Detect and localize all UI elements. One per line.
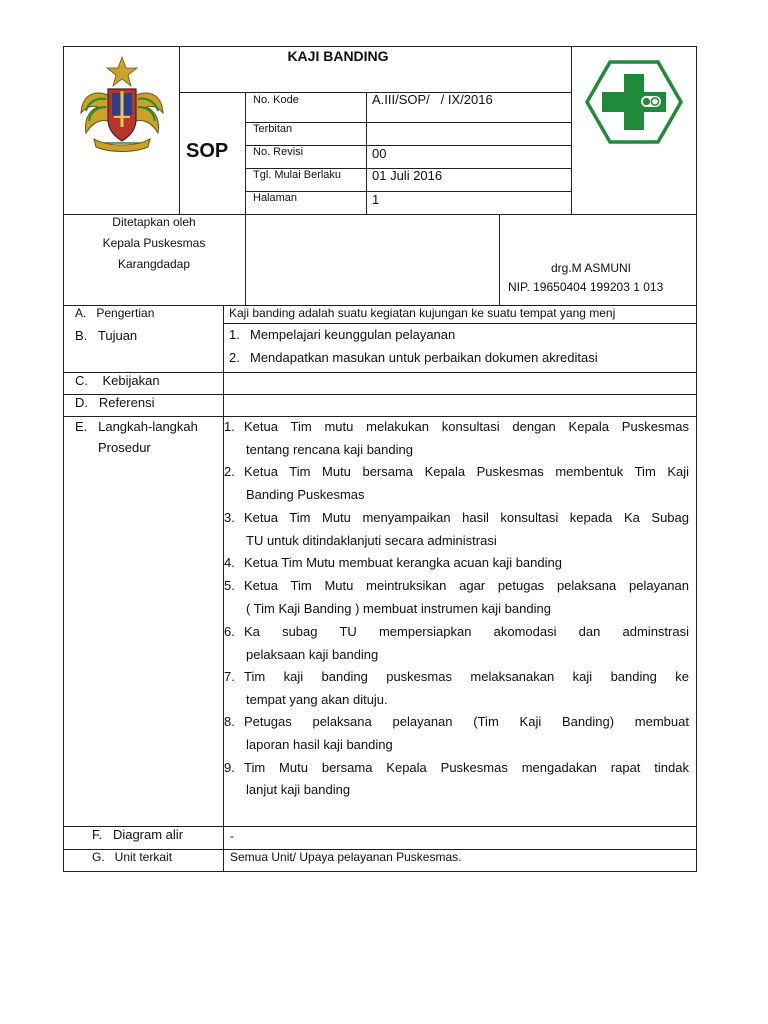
step-9-line1: Tim Mutu bersama Kepala Puskesmas mengadakan rapat tindak [244,760,689,775]
no-kode-label: No. Kode [253,94,299,106]
tgl-label: Tgl. Mulai Berlaku [253,169,342,181]
row-line-c [63,394,697,395]
step-7-line2: tempat yang akan dituju. [246,692,388,707]
ditetapkan-line1: Ditetapkan oleh [112,215,196,229]
section-a-label: A. Pengertian [75,306,155,320]
no-revisi-value: 00 [372,146,387,161]
sop-label: SOP [186,140,229,162]
tujuan-item-2-num: 2. [229,350,240,365]
step-7-num: 7. [224,669,235,684]
tujuan-item-1-text: Mempelajari keunggulan pelayanan [250,327,456,342]
step-9-line2: lanjut kaji banding [246,782,351,797]
step-7-line1: Tim kaji banding puskesmas melaksanakan kaji banding ke [244,669,689,684]
step-5-num: 5. [224,578,235,593]
step-4-num: 4. [224,555,235,570]
no-revisi-label: No. Revisi [253,146,304,158]
no-kode-value: A.III/SOP/ / IX/2016 [372,92,493,107]
section-g-text: Semua Unit/ Upaya pelayanan Puskesmas. [230,850,462,864]
halaman-value: 1 [372,192,380,207]
step-1-num: 1. [224,419,235,434]
regional-emblem-icon [78,55,166,155]
ditetapkan-line2: Kepala Puskesmas [102,236,206,250]
section-e-label-2: Prosedur [98,440,151,455]
border-bottom [63,871,697,872]
section-g-label: G. Unit terkait [92,850,173,864]
row-line-d [63,416,697,417]
terbitan-label: Terbitan [253,123,293,135]
step-5-line1: Ketua Tim Mutu meintruksikan agar petugas pelaksana pelayanan [244,578,689,593]
tujuan-item-1-num: 1. [229,327,240,342]
halaman-label: Halaman [253,192,298,204]
step-8-line2: laporan hasil kaji banding [246,737,393,752]
step-9-num: 9. [224,760,235,775]
tujuan-item-2-text: Mendapatkan masukan untuk perbaikan dokumen akreditasi [250,350,598,365]
sop-divider [245,92,246,305]
section-c-label: C. Kebijakan [75,373,160,388]
info-row-line-1 [245,122,571,123]
header-divider-logo [179,46,180,214]
step-1-line2: tentang rencana kaji banding [246,442,413,457]
signer-name: drg.M ASMUNI [551,261,632,275]
sign-divider [499,214,500,305]
info-col-divider [366,92,367,214]
step-8-line1: Petugas pelaksana pelayanan (Tim Kaji Banding) membuat [244,714,689,729]
step-2-line1: Ketua Tim Mutu bersama Kepala Puskesmas membentuk Tim Kaji [244,464,689,479]
step-1-line1: Ketua Tim mutu melakukan konsultasi dengan Kepala Puskesmas [244,419,689,434]
border-right [696,46,697,872]
puskesmas-cross-icon [585,60,683,144]
document-title: KAJI BANDING [287,48,389,64]
section-f-text: - [230,829,234,843]
section-e-label: E. Langkah-langkah [75,419,198,434]
step-4-line1: Ketua Tim Mutu membuat kerangka acuan kaji banding [244,555,562,570]
border-top [63,46,697,47]
section-b-label: B. Tujuan [75,328,138,343]
step-6-line1: Ka subag TU mempersiapkan akomodasi dan adminstrasi [244,624,689,639]
step-6-num: 6. [224,624,235,639]
step-2-num: 2. [224,464,235,479]
step-8-num: 8. [224,714,235,729]
section-f-label: F. Diagram alir [92,827,184,842]
border-left [63,46,64,872]
step-3-num: 3. [224,510,235,525]
step-5-line2: ( Tim Kaji Banding ) membuat instrumen kaji banding [246,601,551,616]
step-2-line2: Banding Puskesmas [246,487,365,502]
step-3-line2: TU untuk ditindaklanjuti secara administrasi [246,533,497,548]
ditetapkan-line3: Karangdadap [117,257,191,271]
section-a-text: Kaji banding adalah suatu kegiatan kujungan ke suatu tempat yang menj [229,306,616,320]
section-d-label: D. Referensi [75,395,155,410]
tgl-value: 01 Juli 2016 [372,168,443,183]
step-3-line1: Ketua Tim Mutu menyampaikan hasil konsultasi kepada Ka Subag [244,510,689,525]
row-line-a [223,323,697,324]
step-6-line2: pelaksaan kaji banding [246,647,379,662]
signer-nip: NIP. 19650404 199203 1 013 [508,280,664,294]
header-divider-right [571,46,572,214]
